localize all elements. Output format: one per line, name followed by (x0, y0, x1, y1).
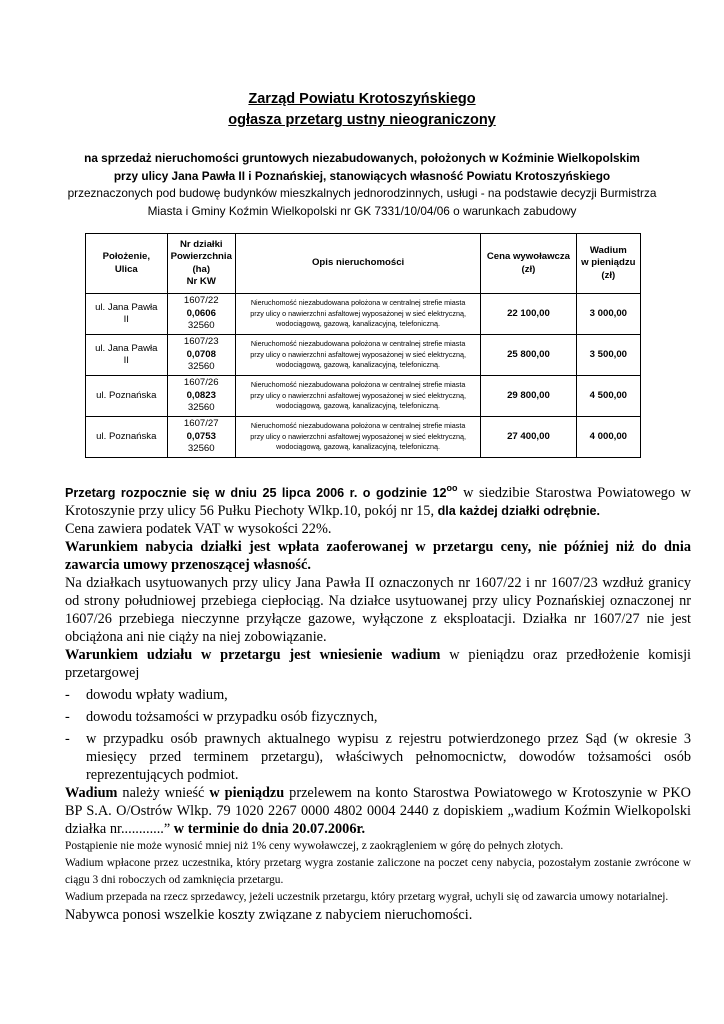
intro-line: przeznaczonych pod budowę budynków mieszkalnych jednorodzinnych, usługi - na podstawie decyzji Burmistrza (67, 186, 657, 200)
parcel-number: 1607/27 (183, 418, 219, 430)
table-row (86, 294, 641, 335)
parcels-info-paragraph: Na działkach usytuowanych przy ulicy Jana Pawła II oznaczonych nr 1607/22 i nr 1607/23 wzdłuż granicy od strony południowej przebiega ciepłociąg. Na działce usytuowanej przy ulicy Poznańskiej oznaczonej nr 1607/26 przebiega nieczynne przyłącze gazowe, wyłączone z eksploatacji. Działka nr 1607/27 nie jest obciążona ani nie ciąży na niej zobowiązanie. (65, 575, 691, 645)
cell-description (235, 294, 480, 335)
description-line: przy ulicy o nawierzchni asfaltowej wyposażonej w sieć elektryczną, (250, 349, 466, 359)
refund-paragraph: Wadium wpłacone przez uczestnika, który przetarg wygra zostanie zaliczone na poczet ceny nabycia, pozostałym zostanie zwrócone w ciągu 3 dni roboczych od zamknięcia przetargu. (65, 857, 691, 886)
participation-text: w pieniądzu oraz przedłożenie komisji przetargowej (65, 647, 692, 681)
parcel-number: 1607/22 (183, 295, 219, 307)
table-row (86, 417, 641, 458)
participation-bold: Warunkiem udziału w przetargu jest wniesienie wadium (65, 647, 441, 663)
wadium-text: należy wnieść (117, 785, 210, 801)
property-table (85, 233, 641, 458)
parcel-area: 0,0708 (186, 348, 216, 360)
parcel-kw: 32560 (187, 443, 215, 455)
header-text: Cena wywoławcza (486, 251, 571, 262)
header-text: Powierzchnia (170, 251, 232, 262)
list-item (65, 708, 691, 726)
list-item (65, 730, 691, 784)
description-line: wodociągową, gazową, kanalizacyjną, telefoniczną. (276, 319, 440, 329)
intro-line: na sprzedaż nieruchomości gruntowych niezabudowanych, położonych w Koźminie Wielkopolskim (84, 151, 640, 165)
parcel-kw: 32560 (187, 402, 215, 414)
vat-paragraph: Cena zawiera podatek VAT w wysokości 22%. (65, 521, 332, 537)
announcement-body (65, 479, 691, 924)
list-item-text: dowodu tożsamości w przypadku osób fizycznych, (86, 709, 378, 725)
table-header-row (86, 234, 641, 294)
bullet-dash: - (65, 687, 70, 703)
cell-price: 29 800,00 (481, 376, 576, 417)
description-line: przy ulicy o nawierzchni asfaltowej wyposażonej w sieć elektryczną, (250, 390, 466, 400)
cell-street (86, 335, 168, 376)
wadium-bold: Wadium (65, 785, 118, 801)
street-text: ul. Jana Pawła (95, 302, 158, 313)
wadium-text: przelewem na konto Starostwa Powiatowego w Krotoszynie w PKO BP S.A. O/Ostrów Wlkp. 79 1020 2267 0000 4802 0004 2440 z dopiskiem „wadium Koźmin Wielkopolski działka nr............” (65, 785, 691, 837)
cell-price: 22 100,00 (481, 294, 576, 335)
cell-deposit: 4 000,00 (576, 417, 640, 458)
costs-paragraph: Nabywca ponosi wszelkie koszty związane z nabyciem nieruchomości. (65, 907, 473, 923)
table-row (86, 335, 641, 376)
header-parcel (167, 234, 235, 294)
wadium-paragraph (65, 784, 691, 838)
parcel-area: 0,0823 (186, 389, 216, 401)
cell-parcel (167, 294, 235, 335)
parcel-number: 1607/23 (183, 336, 219, 348)
header-text: (ha) (192, 263, 211, 275)
description-line: Nieruchomość niezabudowana położona w centralnej strefie miasta (250, 380, 466, 390)
cell-description (235, 376, 480, 417)
header-text: Nr KW (186, 276, 216, 287)
parcel-kw: 32560 (187, 361, 215, 373)
description-line: wodociągową, gazową, kanalizacyjną, telefoniczną. (276, 442, 440, 452)
cell-deposit: 3 000,00 (576, 294, 640, 335)
header-text: Ulica (114, 263, 138, 275)
header-text: (zł) (521, 263, 536, 275)
intro-line: przy ulicy Jana Pawła II i Poznańskiej, stanowiących własność Powiatu Krotoszyńskiego (113, 168, 611, 183)
header-price (481, 234, 576, 294)
bullet-dash: - (65, 709, 70, 725)
header-text: Nr działki (179, 238, 223, 250)
parcel-area: 0,0753 (186, 430, 216, 442)
header-text: w pieniądzu (581, 257, 636, 269)
street-text: ul. Jana Pawła (95, 343, 158, 354)
bid-step-paragraph: Postąpienie nie może wynosić mniej niż 1% ceny wywoławczej, z zaokrągleniem w górę do pełnych złotych. (65, 840, 564, 852)
cell-street (86, 376, 168, 417)
description-line: przy ulicy o nawierzchni asfaltowej wyposażonej w sieć elektryczną, (250, 308, 466, 318)
street-text: ul. Poznańska (96, 431, 157, 442)
header-text: (zł) (601, 269, 616, 281)
parcel-number: 1607/26 (183, 377, 219, 389)
auction-start-paragraph (65, 479, 691, 520)
purchase-condition-paragraph: Warunkiem nabycia działki jest wpłata zaoferowanej w przetargu ceny, nie później niż do dnia zawarcia umowy przenoszącej własność. (65, 539, 691, 573)
list-item-text: dowodu wpłaty wadium, (86, 687, 228, 703)
table-row (86, 376, 641, 417)
description-line: Nieruchomość niezabudowana położona w centralnej strefie miasta (250, 339, 466, 349)
cell-price: 25 800,00 (481, 335, 576, 376)
cell-street (86, 417, 168, 458)
cell-parcel (167, 376, 235, 417)
description-line: Nieruchomość niezabudowana położona w centralnej strefie miasta (250, 298, 466, 308)
intro-line: Miasta i Gminy Koźmin Wielkopolski nr GK 7331/10/04/06 o warunkach zabudowy (147, 203, 577, 218)
list-item-text: w przypadku osób prawnych aktualnego wypisu z rejestru potwierdzonego przez Sąd (w okresie 3 miesięcy przed terminem przetargu), właściwych pełnomocnictw, dowodów tożsamości osób reprezentujących podmiot. (86, 731, 691, 783)
wadium-deadline: w terminie do dnia 20.07.2006r. (173, 821, 366, 837)
auction-start-bold: Przetarg rozpocznie się w dniu 25 lipca 2006 r. o godzinie 12 (65, 486, 447, 500)
cell-parcel (167, 417, 235, 458)
forfeit-paragraph: Wadium przepada na rzecz sprzedawcy, jeżeli uczestnik przetargu, który przetarg wygrał, uchyli się od zawarcia umowy notarialnej. (65, 891, 669, 903)
wadium-bold: w pieniądzu (209, 785, 285, 801)
header-text: Wadium (589, 244, 627, 256)
list-item (65, 686, 691, 704)
announcement-subtitle: ogłasza przetarg ustny nieograniczony (228, 112, 496, 128)
header-text: Położenie, (102, 251, 151, 262)
cell-parcel (167, 335, 235, 376)
header-location (86, 234, 168, 294)
header-description: Opis nieruchomości (235, 234, 480, 294)
description-line: Nieruchomość niezabudowana położona w centralnej strefie miasta (250, 421, 466, 431)
description-line: przy ulicy o nawierzchni asfaltowej wyposażonej w sieć elektryczną, (250, 431, 466, 441)
intro-paragraph (60, 150, 664, 220)
header-deposit (576, 234, 640, 294)
auction-start-minutes: oo (446, 483, 458, 493)
description-line: wodociągową, gazową, kanalizacyjną, telefoniczną. (276, 360, 440, 370)
street-text: II (123, 314, 129, 325)
cell-description (235, 335, 480, 376)
auction-start-text: w siedzibie Starostwa Powiatowego w Krotoszynie przy ulicy 56 Pułku Piechoty Wlkp.10, pokój nr 15, (65, 485, 691, 519)
parcel-area: 0,0606 (186, 307, 216, 319)
cell-deposit: 4 500,00 (576, 376, 640, 417)
parcel-kw: 32560 (187, 320, 215, 332)
participation-paragraph (65, 646, 691, 682)
cell-description (235, 417, 480, 458)
announcement-title: Zarząd Powiatu Krotoszyńskiego (248, 91, 476, 107)
street-text: II (123, 355, 129, 366)
street-text: ul. Poznańska (96, 390, 157, 401)
cell-street (86, 294, 168, 335)
bullet-dash: - (65, 731, 70, 747)
description-line: wodociągową, gazową, kanalizacyjną, telefoniczną. (276, 401, 440, 411)
cell-price: 27 400,00 (481, 417, 576, 458)
auction-start-tail: dla każdej działki odrębnie. (437, 504, 600, 518)
cell-deposit: 3 500,00 (576, 335, 640, 376)
